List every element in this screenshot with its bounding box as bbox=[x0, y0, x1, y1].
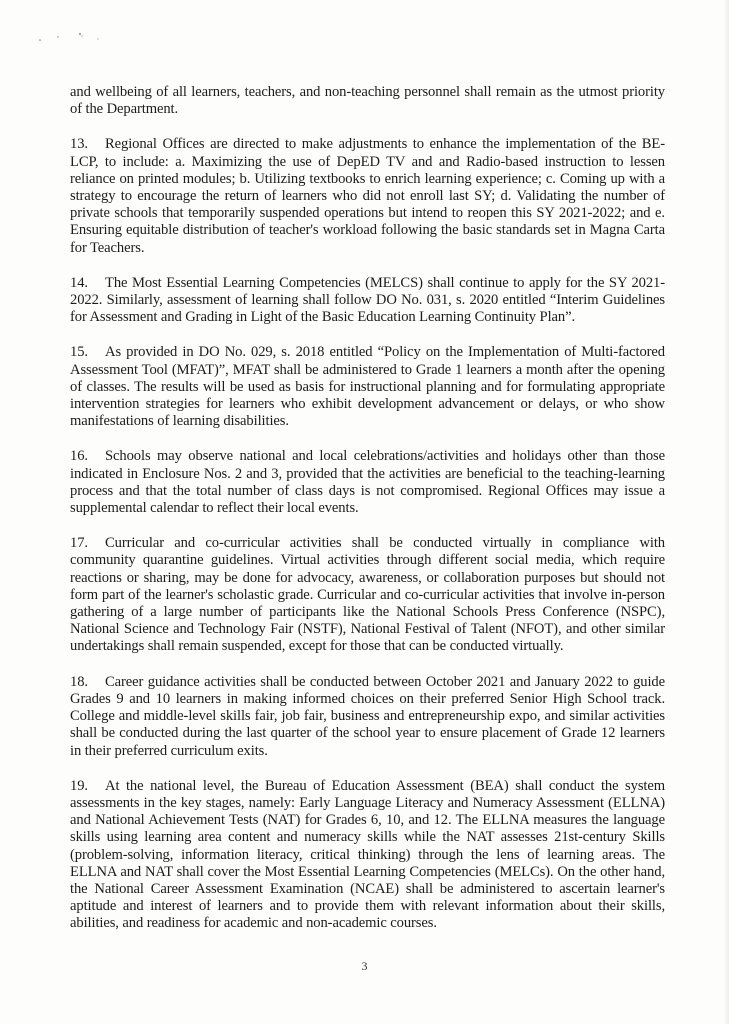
paragraph-number: 19. bbox=[70, 777, 88, 794]
paragraph-text: Regional Offices are directed to make adjustments to enhance the implementation of the BE-LCP, to include: a. Maximizing the use of DepED TV and and Radio-based instruction to lessen reliance on printed modules; b. Utilizing textbooks to enrich learning experience; c. Coming up with a strategy to encourage the return of learners who did not enroll last SY; d. Validating the number of private schools that temporarily suspended operations but intend to reopen this SY 2021-2022; and e. Ensuring equitable distribution of teacher's workload following the basic standards set in Magna Carta for Teachers. bbox=[70, 136, 665, 256]
paragraph-text: Career guidance activities shall be conducted between October 2021 and January 2022 to guide Grades 9 and 10 learners in making informed choices on their preferred Senior High School track. College and middle-level skills fair, job fair, business and entrepreneurship expo, and similar activities shall be conducted during the last quarter of the school year to ensure placement of Grade 12 learners in their preferred curriculum exits. bbox=[70, 673, 665, 759]
document-body bbox=[70, 84, 665, 951]
paragraph-text: At the national level, the Bureau of Education Assessment (BEA) shall conduct the system assessments in the key stages, namely: Early Language Literacy and Numeracy Assessment (ELLNA) and National Achievement Tests (NAT) for Grades 6, 10, and 12. The ELLNA measures the language skills using learning area content and numeracy skills while the NAT assesses 21st-century Skills (problem-solving, information literacy, critical thinking) through the lens of learning areas. The ELLNA and NAT shall cover the Most Essential Learning Competencies (MELCs). On the other hand, the National Career Assessment Examination (NCAE) shall be administered to ascertain learner's aptitude and interest of learners and to provide them with relevant information about their skills, abilities, and readiness for academic and non-academic courses. bbox=[70, 777, 665, 932]
paragraph-text: Curricular and co-curricular activities shall be conducted virtually in compliance with community quarantine guidelines. Virtual activities through different social media, which require reactions or sharing, may be done for advocacy, awareness, or collaboration purposes but should not form part of the learner's scholastic grade. Curricular and co-curricular activities that involve in-person gathering of a large number of participants like the National Schools Press Conference (NSPC), National Science and Technology Fair (NSTF), National Festival of Talent (NFOT), and other similar undertakings shall remain suspended, except for those that can be conducted virtually. bbox=[70, 535, 665, 655]
paragraph-number: 13. bbox=[70, 136, 88, 153]
paragraph-13 bbox=[70, 136, 665, 256]
paragraph-16 bbox=[70, 448, 665, 517]
paragraph-text: and wellbeing of all learners, teachers, and non-teaching personnel shall remain as the utmost priority of the Department. bbox=[70, 84, 665, 118]
paragraph-number: 17. bbox=[70, 535, 88, 552]
paragraph-14 bbox=[70, 275, 665, 327]
paragraph-18 bbox=[70, 674, 665, 760]
paragraph-text: Schools may observe national and local celebrations/activities and holidays other than those indicated in Enclosure Nos. 2 and 3, provided that the activities are beneficial to the teaching-learning process and that the total number of class days is not compromised. Regional Offices may issue a supplemental calendar to reflect their local events. bbox=[70, 448, 665, 517]
paragraph-number: 18. bbox=[70, 673, 88, 690]
paragraph-15 bbox=[70, 344, 665, 430]
paragraph-number: 14. bbox=[70, 274, 88, 291]
page-number: 3 bbox=[361, 959, 368, 973]
scan-speckles bbox=[36, 30, 116, 44]
paragraph-text: As provided in DO No. 029, s. 2018 entitled “Policy on the Implementation of Multi-factored Assessment Tool (MFAT)”, MFAT shall be administered to Grade 1 learners a month after the opening of classes. The results will be used as basis for instructional planning and for formulating appropriate intervention strategies for learners who exhibit development advancement or delays, or who show manifestations of learning disabilities. bbox=[70, 344, 665, 430]
paragraph-19 bbox=[70, 778, 665, 933]
paragraph-17 bbox=[70, 535, 665, 655]
paragraph-continuation bbox=[70, 84, 665, 118]
paragraph-number: 15. bbox=[70, 344, 88, 361]
paragraph-number: 16. bbox=[70, 448, 88, 465]
page-edge-shadow bbox=[723, 0, 729, 1024]
paragraph-text: The Most Essential Learning Competencies (MELCS) shall continue to apply for the SY 2021-2022. Similarly, assessment of learning shall follow DO No. 031, s. 2020 entitled “Interim Guidelines for Assessment and Grading in Light of the Basic Education Learning Continuity Plan”. bbox=[70, 274, 665, 326]
